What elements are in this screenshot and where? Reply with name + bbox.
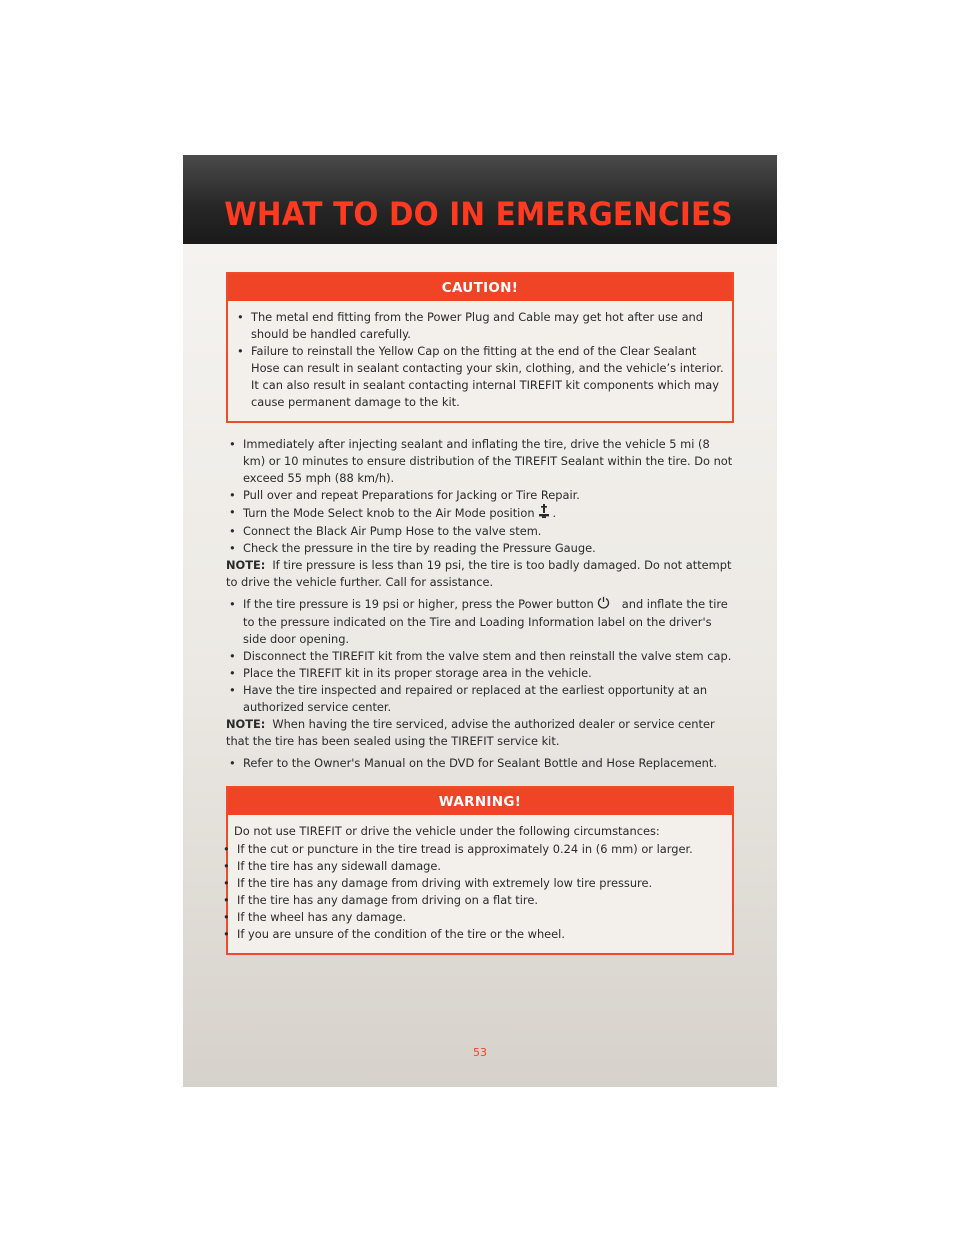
warning-list [220,841,724,943]
caution-item: • The metal end fitting from the Power Plug and Cable may get hot after use and should be handled carefully. [234,309,724,343]
warning-box [226,786,734,955]
note-label: NOTE: [226,558,266,572]
warning-item: • If the cut or puncture in the tire tread is approximately 0.24 in (6 mm) or larger. [220,841,724,858]
note-text: If tire pressure is less than 19 psi, the tire is too badly damaged. Do not attempt to drive the vehicle further. Call for assistance. [226,558,732,589]
step-text: If the tire pressure is 19 psi or higher, press the Power button [243,597,594,611]
procedure-step: • Have the tire inspected and repaired or replaced at the earliest opportunity at an authorized service center. [226,682,734,716]
procedure-list-2 [226,596,734,716]
procedure-step: • Check the pressure in the tire by reading the Pressure Gauge. [226,540,734,557]
procedure-step: • Connect the Black Air Pump Hose to the valve stem. [226,523,734,540]
warning-item: • If you are unsure of the condition of the tire or the wheel. [220,926,724,943]
warning-item: • If the wheel has any damage. [220,909,724,926]
caution-title: CAUTION! [228,274,732,301]
note-1 [226,557,734,591]
procedure-step [226,504,734,523]
procedure-step: • Immediately after injecting sealant and inflating the tire, drive the vehicle 5 mi (8 km) or 10 minutes to ensure distribution of the TIREFIT Sealant within the tire. Do not exceed 55 mph (88 km/h). [226,436,734,487]
procedure-step: • Disconnect the TIREFIT kit from the valve stem and then reinstall the valve stem cap. [226,648,734,665]
procedure-list-3 [226,755,734,772]
procedure-step [226,596,734,648]
warning-item: • If the tire has any damage from driving on a flat tire. [220,892,724,909]
note-2 [226,716,734,750]
warning-intro: Do not use TIREFIT or drive the vehicle under the following circumstances: [234,824,660,838]
air-mode-icon [538,504,550,523]
step-text: Turn the Mode Select knob to the Air Mode position [243,506,535,520]
step-text: . [552,506,557,520]
page-header [183,155,777,244]
page-number: 53 [473,1046,487,1059]
warning-item: • If the tire has any sidewall damage. [220,858,724,875]
step-text: and inflate the tire to the pressure indicated on the Tire and Loading Information label on the driver's side door opening. [243,597,728,646]
note-label: NOTE: [226,717,266,731]
procedure-step: • Pull over and repeat Preparations for Jacking or Tire Repair. [226,487,734,504]
procedure-step: • Refer to the Owner's Manual on the DVD for Sealant Bottle and Hose Replacement. [226,755,734,772]
procedure-step: • Place the TIREFIT kit in its proper storage area in the vehicle. [226,665,734,682]
procedure-list-1 [226,436,734,557]
caution-list [234,309,724,411]
caution-item: • Failure to reinstall the Yellow Cap on the fitting at the end of the Clear Sealant Hose can result in sealant contacting your skin, clothing, and the vehicle’s interior. It can also result in sealant contacting internal TIREFIT kit components which may cause permanent damage to the kit. [234,343,724,411]
warning-body [228,815,732,953]
note-text: When having the tire serviced, advise the authorized dealer or service center that the tire has been sealed using the TIREFIT service kit. [226,717,715,748]
power-button-icon [597,596,610,614]
page-content [226,272,734,955]
caution-body [228,301,732,421]
manual-page [183,155,777,1087]
warning-title: WARNING! [228,788,732,815]
caution-box [226,272,734,423]
warning-item: • If the tire has any damage from driving with extremely low tire pressure. [220,875,724,892]
page-title: WHAT TO DO IN EMERGENCIES [224,195,733,233]
